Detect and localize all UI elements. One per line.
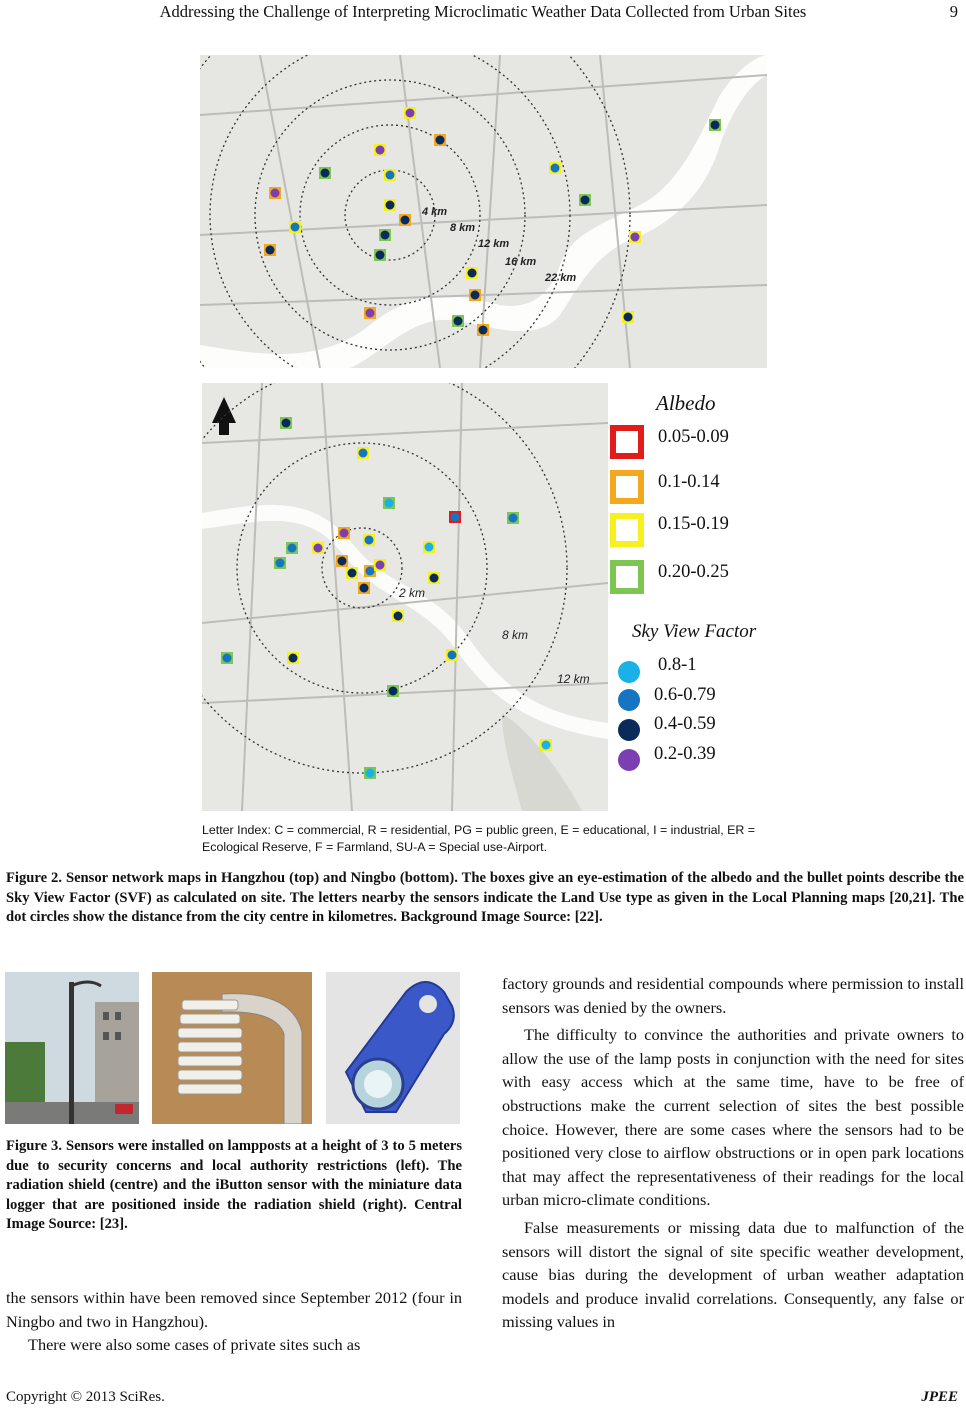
radiation-shield-photo <box>152 972 312 1124</box>
sensor-svf-dot <box>436 136 445 145</box>
lamppost-photo <box>5 972 139 1124</box>
sensor-svf-dot <box>365 536 374 545</box>
sensor-svf-dot <box>381 231 390 240</box>
figure-3-caption: Figure 3. Sensors were installed on lampposts at a height of 3 to 5 meters due to security concerns and local authority restrictions (left). The radiation shield (centre) and the iButton sensor with the miniature data logger that are positioned inside the radiation shield (right). Central Image Source: [23]. <box>6 1138 462 1232</box>
sensor-svf-dot <box>711 121 720 130</box>
svf-label: 0.8-1 <box>658 655 697 675</box>
map-legend <box>608 383 778 811</box>
sensor-svf-dot <box>509 514 518 523</box>
sensor-svf-dot <box>340 529 349 538</box>
sensor-svf-dot <box>451 513 460 522</box>
sensor-svf-dot <box>360 584 369 593</box>
ring-label: 22 km <box>545 272 577 284</box>
sensor-svf-dot <box>631 233 640 242</box>
sensor-svf-dot <box>359 449 368 458</box>
sensor-svf-dot <box>394 612 403 621</box>
albedo-swatch <box>610 425 644 459</box>
right-column <box>502 972 964 1334</box>
svf-dot <box>618 749 640 771</box>
sensor-svf-dot <box>338 557 347 566</box>
page-number: 9 <box>949 2 958 21</box>
sensor-svf-dot <box>376 251 385 260</box>
sensor-svf-dot <box>376 561 385 570</box>
svf-label: 0.4-0.59 <box>654 714 716 734</box>
sensor-svf-dot <box>406 109 415 118</box>
figure-2-caption: Figure 2. Sensor network maps in Hangzhou (top) and Ningbo (bottom). The boxes give an eye-estimation of the albedo and the bullet points describe the Sky View Factor (SVF) as calculated on site. The letters nearby the sensors indicate the Land Use type as given in the Local Planning maps [20,21]. The dot circles show the distance from the city centre in kilometres. Background Image Source: [22]. <box>6 870 964 925</box>
albedo-label: 0.15-0.19 <box>658 514 729 534</box>
sensor-svf-dot <box>276 559 285 568</box>
ring-label: 16 km <box>505 256 537 268</box>
ibutton-sensor-photo <box>326 972 460 1124</box>
ring-label: 4 km <box>422 206 448 218</box>
sensor-svf-dot <box>266 246 275 255</box>
sensor-svf-dot <box>448 651 457 660</box>
sensor-svf-dot <box>288 544 297 553</box>
svf-label: 0.2-0.39 <box>654 744 716 764</box>
ningbo-map <box>202 383 608 811</box>
sensor-svf-dot <box>348 569 357 578</box>
albedo-legend-title: Albedo <box>656 391 716 415</box>
sensor-svf-dot <box>386 171 395 180</box>
hangzhou-map <box>200 55 767 368</box>
svf-label: 0.6-0.79 <box>654 685 716 705</box>
sensor-svf-dot <box>425 543 434 552</box>
sensor-svf-dot <box>468 269 477 278</box>
sensor-svf-dot <box>389 687 398 696</box>
sensor-svf-dot <box>282 419 291 428</box>
albedo-label: 0.20-0.25 <box>658 562 729 582</box>
paragraph: the sensors within have been removed since September 2012 (four in Ningbo and two in Hangzhou). <box>6 1288 462 1331</box>
ring-label: 12 km <box>557 672 590 686</box>
sensor-svf-dot <box>289 654 298 663</box>
svf-dot <box>618 719 640 741</box>
sensor-svf-dot <box>366 769 375 778</box>
copyright: Copyright © 2013 SciRes. <box>6 1389 165 1405</box>
sensor-svf-dot <box>366 309 375 318</box>
ring-label: 8 km <box>450 222 476 234</box>
journal-name: JPEE <box>921 1389 958 1405</box>
albedo-swatch <box>610 560 644 594</box>
albedo-swatch <box>610 513 644 547</box>
sensor-svf-dot <box>479 326 488 335</box>
sensor-svf-dot <box>542 741 551 750</box>
svf-dot <box>618 661 640 683</box>
paragraph: The difficulty to convince the authorities and private owners to allow the use of the lamp posts in conjunction with the need for sites with easy access which at the same time, have to be free of obstructions make the current selection of sites the best possible choice. However, there are some cases where the sensors had to be positioned very close to airflow obstructions or in open park locations that may affect the representativeness of their readings for the local urban micro-climate conditions. <box>502 1025 964 1210</box>
paragraph: False measurements or missing data due to malfunction of the sensors will distort the signal of site specific weather development, cause bias during the development of urban weather adaptation models and produce invalid correlations. Consequently, any false or missing values in <box>502 1217 964 1332</box>
sensor-svf-dot <box>430 574 439 583</box>
sensor-svf-dot <box>291 223 300 232</box>
sensor-svf-dot <box>551 164 560 173</box>
running-title: Addressing the Challenge of Interpreting Microclimatic Weather Data Collected from Urban Sites <box>159 2 807 21</box>
left-column <box>6 1286 462 1357</box>
sensor-svf-dot <box>454 317 463 326</box>
sensor-svf-dot <box>376 146 385 155</box>
paragraph: There were also some cases of private sites such as <box>28 1335 361 1355</box>
sensor-svf-dot <box>581 196 590 205</box>
ring-label: 2 km <box>399 586 426 600</box>
sensor-svf-dot <box>471 291 480 300</box>
albedo-swatch <box>610 470 644 504</box>
sensor-svf-dot <box>223 654 232 663</box>
sensor-svf-dot <box>321 169 330 178</box>
sensor-svf-dot <box>386 201 395 210</box>
svf-dot <box>618 689 640 711</box>
sensor-svf-dot <box>385 499 394 508</box>
sensor-svf-dot <box>314 544 323 553</box>
ring-label: 8 km <box>502 628 529 642</box>
sensor-svf-dot <box>624 313 633 322</box>
albedo-label: 0.05-0.09 <box>658 427 729 447</box>
paragraph: factory grounds and residential compounds where permission to install sensors was denied by the owners. <box>502 974 964 1017</box>
albedo-label: 0.1-0.14 <box>658 472 720 492</box>
svf-legend-title: Sky View Factor <box>632 621 757 642</box>
sensor-svf-dot <box>366 567 375 576</box>
sensor-svf-dot <box>401 216 410 225</box>
letter-index: Letter Index: C = commercial, R = residential, PG = public green, E = educational, I = industrial, ER = Ecological Reserve, F = Farmland, SU-A = Special use-Airport. <box>202 823 756 854</box>
sensor-svf-dot <box>271 189 280 198</box>
ring-label: 12 km <box>478 238 510 250</box>
